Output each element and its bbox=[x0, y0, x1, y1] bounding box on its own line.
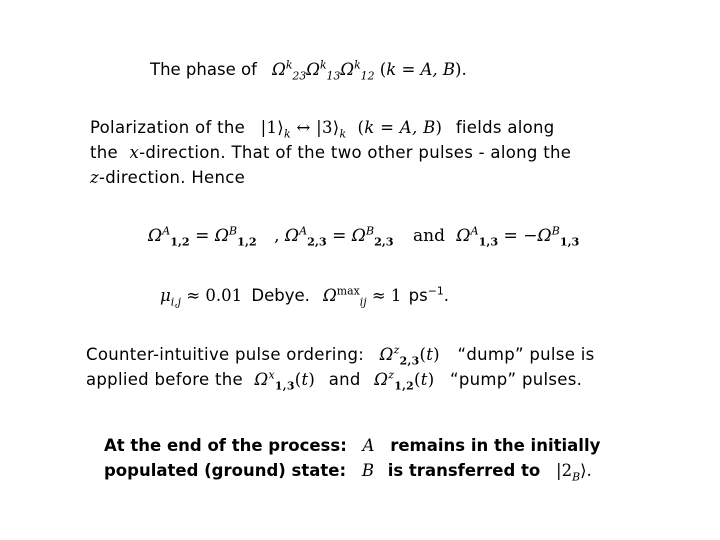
equation-1: $\Omega^A_{1,2} = \Omega^B_{1,2}$ bbox=[148, 224, 257, 249]
polarization-z-var: z bbox=[90, 168, 99, 187]
conclusion-var-a: A bbox=[362, 436, 375, 455]
conclusion-line1-post: remains in the initially bbox=[390, 436, 601, 455]
phase-line bbox=[150, 58, 467, 83]
ordering-and: and bbox=[328, 370, 361, 389]
polarization-line-2 bbox=[90, 145, 571, 162]
conclusion-line-2 bbox=[104, 461, 592, 484]
dipole-omega-expr: $\Omega^{max}_{ij} \approx 1$ bbox=[323, 284, 402, 309]
conclusion-line2-pre: populated (ground) state: bbox=[104, 461, 347, 480]
phase-expression: $\Omega^k_{23}\Omega^k_{13}\Omega^k_{12}$ (k = A, B). bbox=[272, 58, 467, 83]
polarization-x-var: x bbox=[129, 143, 140, 162]
polarization-line3-post: -direction. Hence bbox=[99, 168, 246, 187]
equation-3: $\Omega^A_{1,3} = -\Omega^B_{1,3}$ bbox=[456, 224, 580, 249]
dipole-mu-expr: $\mu_{i,j} \approx 0.01$ bbox=[160, 286, 243, 309]
polarization-line1-pre: Polarization of the bbox=[90, 118, 246, 137]
dipole-unit-ps: $ps^{-1}$. bbox=[408, 284, 450, 305]
ordering-line-1 bbox=[86, 343, 595, 368]
equality-equation bbox=[148, 224, 580, 249]
ordering-line1-post: “dump” pulse is bbox=[457, 345, 595, 364]
conclusion-line1-pre: At the end of the process: bbox=[104, 436, 347, 455]
conclusion-ket: $|2_B⟩$. bbox=[556, 461, 592, 484]
ordering-line2-pre: applied before the bbox=[86, 370, 243, 389]
polarization-line-1 bbox=[90, 118, 555, 141]
ordering-pump-expr-2: $\Omega^z_{1,2}(t)$ bbox=[374, 368, 435, 393]
ordering-pump-expr-1: $\Omega^x_{1,3}(t)$ bbox=[254, 368, 316, 393]
polarization-transition-expr: $|1⟩_k$ ↔ $|3⟩_k$ (k = A, B) bbox=[260, 118, 443, 141]
polarization-line-3 bbox=[90, 170, 245, 187]
polarization-line2-post: -direction. That of the two other pulses - along the bbox=[139, 143, 572, 162]
conclusion-line2-post: is transferred to bbox=[387, 461, 541, 480]
polarization-line2-pre: the bbox=[90, 143, 118, 162]
dipole-line bbox=[160, 284, 450, 309]
ordering-line1-pre: Counter-intuitive pulse ordering: bbox=[86, 345, 365, 364]
conclusion-var-b: B bbox=[361, 461, 374, 480]
ordering-line-2 bbox=[86, 368, 583, 393]
phase-label: The phase of bbox=[150, 60, 257, 79]
ordering-line2-post: “pump” pulses. bbox=[450, 370, 583, 389]
conclusion-line-1 bbox=[104, 438, 600, 455]
polarization-line1-post: fields along bbox=[455, 118, 555, 137]
ordering-dump-expr: $\Omega^z_{2,3}(t)$ bbox=[379, 343, 440, 368]
equation-and: and bbox=[413, 226, 445, 246]
dipole-unit-debye: Debye. bbox=[251, 286, 310, 305]
equation-2: , $\Omega^A_{2,3} = \Omega^B_{2,3}$ bbox=[274, 224, 394, 249]
